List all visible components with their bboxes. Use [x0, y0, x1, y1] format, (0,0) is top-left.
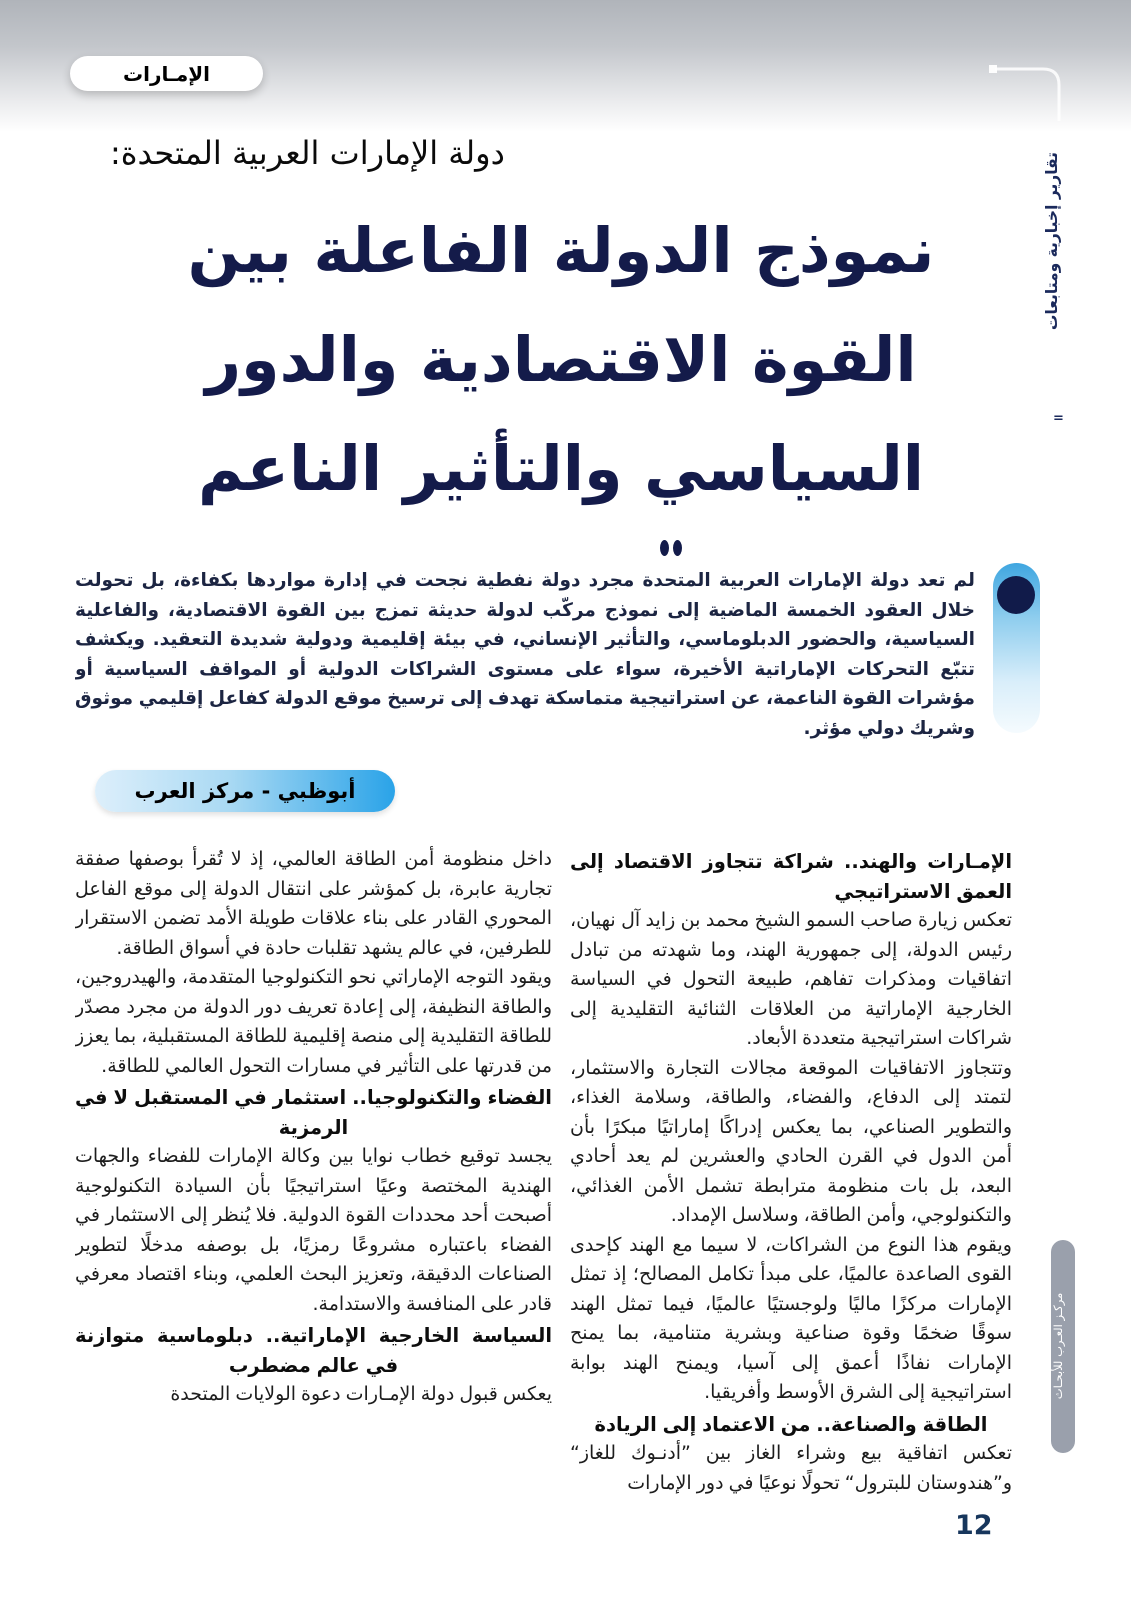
- sidebar-quote-mark: =: [1053, 411, 1064, 426]
- lead-accent-capsule: [993, 563, 1040, 733]
- footer-side-label: مركـز العـرب للأبحـاث: [1051, 1292, 1065, 1400]
- section-tag-label: الإمـارات: [123, 61, 210, 86]
- paragraph: وتتجاوز الاتفاقيات الموقعة مجالات التجارة والاستثمار، لتمتد إلى الدفاع، والفضاء، والطاقة، وسلامة الغذاء، والتطوير الصناعي، بما يعكس إدراكًا إماراتيًا مبكرًا بأن أمن الدول في القرن الحادي والعشرين لم يعد أحادي البعد، بل بات منظومة مترابطة تشمل الأمن الغذائي، والتكنولوجي، وأمن الطاقة، وسلاسل الإمداد.: [570, 1056, 1012, 1226]
- heading-uae-india: الإمـارات والهند.. شراكة تتجاوز الاقتصاد إلى العمق الاستراتيجي: [570, 850, 1012, 903]
- page-title-line-2: القوة الاقتصادية والدور: [205, 323, 917, 396]
- byline-badge: [95, 770, 395, 812]
- column-right: [570, 845, 1012, 1495]
- page-title-line-3: السياسي والتأثير الناعم: [198, 432, 924, 505]
- page-title-line-1: نموذج الدولة الفاعلة بين: [187, 214, 935, 287]
- column-left: [75, 845, 552, 1495]
- paragraph: ويقوم هذا النوع من الشراكات، لا سيما مع الهند كإحدى القوى الصاعدة عالميًا، على مبدأ تكامل المصالح؛ إذ تمثل الإمارات مركزًا ماليًا ولوجستيًا عالميًا، فيما تمثل الهند سوقًا ضخمًا وقوة صناعية وبشرية متنامية، بما يمنح الإمارات نفاذًا أعمق إلى آسيا، ويمنح الهند بوابة استراتيجية إلى الشرق الأوسط وأفريقيا.: [570, 1233, 1012, 1403]
- paragraph: تعكس اتفاقية بيع وشراء الغاز بين ”أدنـوك للغاز“ و”هندوستان للبترول“ تحولًا نوعيًا في دور الإمارات: [570, 1442, 1012, 1494]
- paragraph: ويقود التوجه الإماراتي نحو التكنولوجيا المتقدمة، والهيدروجين، والطاقة النظيفة، إلى إعادة تعريف دور الدولة من مجرد مصدّر للطاقة التقليدية إلى منصة إقليمية للطاقة المستقبلية، بما يعزز من قدرتها على التأثير في مسارات التحول العالمي للطاقة.: [75, 966, 552, 1077]
- page-kicker: دولة الإمارات العربية المتحدة:: [110, 134, 505, 172]
- heading-foreign-policy: السياسة الخارجية الإماراتية.. دبلوماسية متوازنة في عالم مضطرب: [75, 1324, 552, 1377]
- paragraph: يعكس قبول دولة الإمـارات دعوة الولايات المتحدة: [170, 1383, 552, 1405]
- page-title: [110, 196, 1012, 523]
- lead-paragraph: لم تعد دولة الإمارات العربية المتحدة مجرد دولة نفطية نجحت في إدارة مواردها بكفاءة، بل تحولت خلال العقود الخمسة الماضية إلى نموذج مركّب لدولة حديثة تمزج بين القوة الاقتصادية، والفاعلية السياسية، والحضور الدبلوماسي، والتأثير الإنساني، في بيئة إقليمية ودولية شديدة التعقيد. ويكشف تتبّع التحركات الإماراتية الأخيرة، سواء على مستوى الشراكات الدولية أو المواقف السياسية أو مؤشرات القوة الناعمة، عن استراتيجية متماسكة تهدف إلى ترسيخ موقع الدولة كفاعل إقليمي موثوق وشريك دولي مؤثر.: [75, 570, 975, 739]
- byline-label: أبوظبي - مركز العرب: [134, 779, 356, 803]
- paragraph: داخل منظومة أمن الطاقة العالمي، إذ لا تُقرأ بوصفها صفقة تجارية عابرة، بل كمؤشر على انتقال الدولة إلى موقع الفاعل المحوري القادر على بناء علاقات طويلة الأمد تضمن الاستقرار للطرفين، في عالم يشهد تقلبات حادة في أسواق الطاقة.: [75, 848, 552, 959]
- lead-quote-dots-icon: [660, 540, 682, 556]
- page-number: 12: [955, 1510, 993, 1541]
- heading-space-technology: الفضاء والتكنولوجيا.. استثمار في المستقبل لا في الرمزية: [75, 1086, 552, 1139]
- sidebar-vertical-label: تقارير إخبارية ومتابعات: [1043, 152, 1061, 331]
- lead-accent-circle: [997, 576, 1035, 614]
- section-tag-pill: [70, 56, 263, 91]
- paragraph: تعكس زيارة صاحب السمو الشيخ محمد بن زايد آل نهيان، رئيس الدولة، إلى جمهورية الهند، وما شهدته من تبادل اتفاقيات ومذكرات تفاهم، طبيعة التحول في السياسة الخارجية الإماراتية من العلاقات الثنائية التقليدية إلى شراكات استراتيجية متعددة الأبعاد.: [570, 909, 1012, 1049]
- paragraph: يجسد توقيع خطاب نوايا بين وكالة الإمارات للفضاء والجهات الهندية المختصة وعيًا استراتيجيًا بأن السيادة التكنولوجية أصبحت أحد محددات القوة الدولية. فلا يُنظر إلى الاستثمار في الفضاء باعتباره مشروعًا رمزيًا، بل بوصفه مدخلًا لتطوير الصناعات الدقيقة، وتعزيز البحث العلمي، وبناء اقتصاد معرفي قادر على المنافسة والاستدامة.: [75, 1145, 552, 1315]
- corner-line-icon: [985, 55, 1075, 135]
- heading-energy-industry: الطاقة والصناعة.. من الاعتماد إلى الريادة: [594, 1412, 988, 1436]
